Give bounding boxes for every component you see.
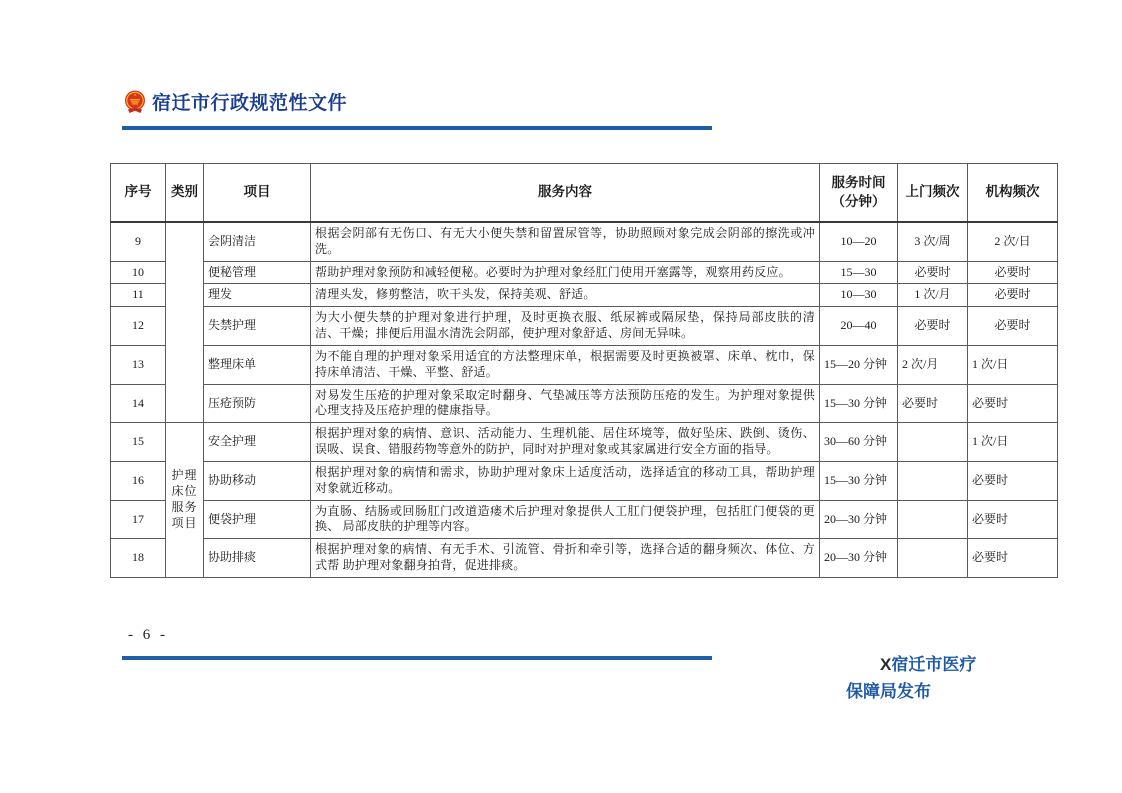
column-header-3: 服务内容 xyxy=(311,164,820,223)
service-content-cell: 根据护理对象的病情、意识、活动能力、生理机能、居住环境等，做好坠床、跌倒、烫伤、误吸、误食、错服药物等意外的防护，同时对护理对象或其家属进行安全方面的指导。 xyxy=(311,423,820,462)
category-cell: 护理床位服务项目 xyxy=(166,423,204,578)
item-cell: 便秘管理 xyxy=(204,261,311,284)
service-time-cell: 15—30 xyxy=(820,261,898,284)
serial-number-cell: 15 xyxy=(111,423,166,462)
service-time-cell: 10—30 xyxy=(820,284,898,307)
serial-number-cell: 13 xyxy=(111,345,166,384)
org-frequency-cell: 必要时 xyxy=(968,284,1058,307)
service-content-cell: 为直肠、结肠或回肠肛门改道造瘘术后护理对象提供人工肛门便袋护理，包括肛门便袋的更换、 局部皮肤的护理等内容。 xyxy=(311,500,820,539)
service-content-cell: 根据护理对象的病情、有无手术、引流管、骨折和牵引等，选择合适的翻身频次、体位、方式帮 助护理对象翻身拍背，促进排痰。 xyxy=(311,539,820,578)
service-content-cell: 根据会阴部有无伤口、有无大小便失禁和留置尿管等，协助照顾对象完成会阴部的擦洗或冲洗。 xyxy=(311,222,820,261)
publisher-prefix: X xyxy=(880,655,892,674)
home-frequency-cell: 3 次/周 xyxy=(898,222,968,261)
home-frequency-cell: 1 次/月 xyxy=(898,284,968,307)
serial-number-cell: 12 xyxy=(111,307,166,346)
category-cell xyxy=(166,222,204,423)
service-time-cell: 10—20 xyxy=(820,222,898,261)
item-cell: 会阴清洁 xyxy=(204,222,311,261)
column-header-2: 项目 xyxy=(204,164,311,223)
header-divider-line xyxy=(122,126,712,130)
home-frequency-cell: 2 次/月 xyxy=(898,345,968,384)
item-cell: 整理床单 xyxy=(204,345,311,384)
service-time-cell: 20—30 分钟 xyxy=(820,539,898,578)
table-row xyxy=(111,423,1058,462)
item-cell: 便袋护理 xyxy=(204,500,311,539)
serial-number-cell: 14 xyxy=(111,384,166,423)
service-time-cell: 20—30 分钟 xyxy=(820,500,898,539)
footer-divider-line xyxy=(122,656,712,660)
service-time-cell: 30—60 分钟 xyxy=(820,423,898,462)
table-body xyxy=(111,222,1058,577)
home-frequency-cell xyxy=(898,500,968,539)
service-time-cell: 15—20 分钟 xyxy=(820,345,898,384)
publisher-line1 xyxy=(880,650,976,675)
home-frequency-cell: 必要时 xyxy=(898,261,968,284)
table-row xyxy=(111,461,1058,500)
table-row xyxy=(111,345,1058,384)
table-row xyxy=(111,307,1058,346)
service-time-cell: 15—30 分钟 xyxy=(820,461,898,500)
home-frequency-cell xyxy=(898,539,968,578)
table-row xyxy=(111,500,1058,539)
document-header xyxy=(122,88,347,115)
item-cell: 协助排痰 xyxy=(204,539,311,578)
serial-number-cell: 11 xyxy=(111,284,166,307)
item-cell: 压疮预防 xyxy=(204,384,311,423)
item-cell: 安全护理 xyxy=(204,423,311,462)
org-frequency-cell: 必要时 xyxy=(968,384,1058,423)
serial-number-cell: 18 xyxy=(111,539,166,578)
org-frequency-cell: 必要时 xyxy=(968,307,1058,346)
serial-number-cell: 10 xyxy=(111,261,166,284)
serial-number-cell: 17 xyxy=(111,500,166,539)
table-row xyxy=(111,384,1058,423)
service-items-table xyxy=(110,163,1058,578)
column-header-6: 机构频次 xyxy=(968,164,1058,223)
home-frequency-cell: 必要时 xyxy=(898,384,968,423)
org-frequency-cell: 1 次/日 xyxy=(968,423,1058,462)
table-header-row xyxy=(111,164,1058,223)
table-row xyxy=(111,539,1058,578)
page-number: - 6 - xyxy=(128,627,168,643)
table-row xyxy=(111,261,1058,284)
service-time-cell: 15—30 分钟 xyxy=(820,384,898,423)
org-frequency-cell: 必要时 xyxy=(968,500,1058,539)
org-frequency-cell: 必要时 xyxy=(968,539,1058,578)
service-content-cell: 为不能自理的护理对象采用适宜的方法整理床单，根据需要及时更换被罩、床单、枕巾，保持床单清洁、干燥、平整、舒适。 xyxy=(311,345,820,384)
home-frequency-cell: 必要时 xyxy=(898,307,968,346)
document-title: 宿迁市行政规范性文件 xyxy=(152,93,348,114)
service-content-cell: 帮助护理对象预防和减轻便秘。必要时为护理对象经肛门使用开塞露等，观察用药反应。 xyxy=(311,261,820,284)
column-header-0: 序号 xyxy=(111,164,166,223)
national-emblem-icon xyxy=(122,89,148,115)
service-content-cell: 对易发生压疮的护理对象采取定时翻身、气垫减压等方法预防压疮的发生。为护理对象提供心理支持及压疮护理的健康指导。 xyxy=(311,384,820,423)
org-frequency-cell: 必要时 xyxy=(968,461,1058,500)
publisher-name-part2: 保障局发布 xyxy=(846,682,931,701)
service-content-cell: 根据护理对象的病情和需求，协助护理对象床上适度活动，选择适宜的移动工具，帮助护理对象就近移动。 xyxy=(311,461,820,500)
table-row xyxy=(111,284,1058,307)
org-frequency-cell: 2 次/日 xyxy=(968,222,1058,261)
home-frequency-cell xyxy=(898,461,968,500)
table-row xyxy=(111,222,1058,261)
service-content-cell: 清理头发，修剪整洁，吹干头发，保持美观、舒适。 xyxy=(311,284,820,307)
home-frequency-cell xyxy=(898,423,968,462)
service-content-cell: 为大小便失禁的护理对象进行护理，及时更换衣服、纸尿裤或隔尿垫，保持局部皮肤的清洁、干燥；排便后用温水清洗会阴部，使护理对象舒适、房间无异味。 xyxy=(311,307,820,346)
item-cell: 理发 xyxy=(204,284,311,307)
item-cell: 失禁护理 xyxy=(204,307,311,346)
publisher-name-part1: 宿迁市医疗 xyxy=(891,655,977,674)
org-frequency-cell: 必要时 xyxy=(968,261,1058,284)
serial-number-cell: 16 xyxy=(111,461,166,500)
serial-number-cell: 9 xyxy=(111,222,166,261)
column-header-4: 服务时间 （分钟） xyxy=(820,164,898,223)
item-cell: 协助移动 xyxy=(204,461,311,500)
column-header-1: 类别 xyxy=(166,164,204,223)
org-frequency-cell: 1 次/日 xyxy=(968,345,1058,384)
service-time-cell: 20—40 xyxy=(820,307,898,346)
column-header-5: 上门频次 xyxy=(898,164,968,223)
